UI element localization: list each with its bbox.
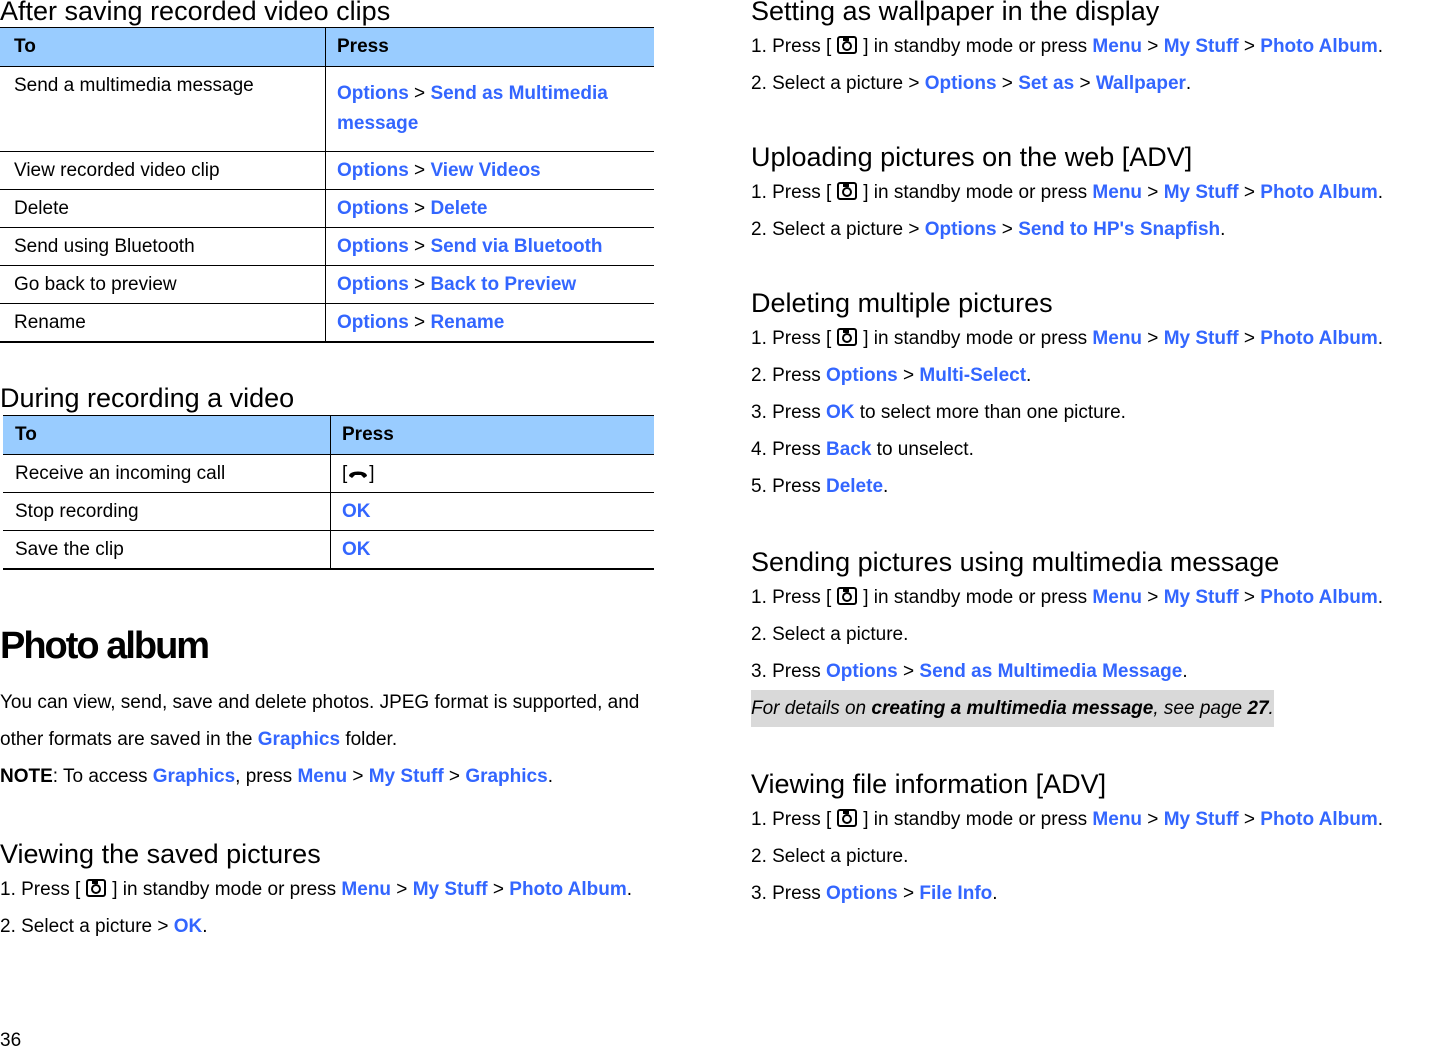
mystuff-label: My Stuff bbox=[1163, 809, 1239, 830]
options-label: Options bbox=[337, 197, 409, 219]
cell-press bbox=[331, 531, 655, 570]
note-line: NOTE: To access Graphics, press Menu > My Stuff > Graphics. bbox=[0, 766, 553, 787]
multiselect-label: Multi-Select bbox=[919, 365, 1027, 386]
text: 2. Select a picture > bbox=[0, 916, 174, 937]
cell-press: Options > View Videos bbox=[326, 152, 655, 190]
camera-key-icon bbox=[837, 36, 857, 54]
ok-label: OK bbox=[173, 916, 203, 937]
action-label: View Videos bbox=[430, 159, 541, 181]
note-label: NOTE bbox=[0, 766, 53, 787]
snapfish-label: Send to HP's Snapfish bbox=[1018, 219, 1221, 240]
step-1: 1. Press [ ] in standby mode or press Menu > My Stuff > Photo Album. bbox=[751, 587, 1384, 608]
section-title: During recording a video bbox=[0, 383, 295, 413]
camera-key-icon bbox=[837, 587, 857, 605]
table-row bbox=[3, 493, 654, 531]
section-title: Deleting multiple pictures bbox=[751, 288, 1053, 318]
text: ] in standby mode or press bbox=[863, 587, 1093, 608]
album-label: Photo Album bbox=[1260, 809, 1378, 830]
setas-label: Set as bbox=[1018, 73, 1075, 94]
back-label: Back bbox=[825, 439, 872, 460]
text: 2. Select a picture > bbox=[751, 219, 925, 240]
text: creating a multimedia message bbox=[871, 698, 1154, 719]
cell-to: Rename bbox=[0, 304, 326, 343]
section-title: Uploading pictures on the web [ADV] bbox=[751, 142, 1193, 172]
camera-key-icon bbox=[837, 328, 857, 346]
text: ] in standby mode or press bbox=[863, 36, 1093, 57]
text: 1. Press [ bbox=[751, 328, 832, 349]
section-title: Viewing the saved pictures bbox=[0, 839, 321, 869]
step-3: 3. Press Options > File Info. bbox=[751, 883, 998, 904]
step-1: 1. Press [ ] in standby mode or press Menu > My Stuff > Photo Album. bbox=[751, 182, 1384, 203]
menu-label: Menu bbox=[1092, 587, 1143, 608]
cell-to: Save the clip bbox=[3, 531, 331, 570]
mystuff-label: My Stuff bbox=[412, 879, 488, 900]
text: 2. Select a picture > bbox=[751, 73, 925, 94]
album-label: Photo Album bbox=[1260, 36, 1378, 57]
menu-label: Menu bbox=[297, 766, 348, 787]
after-saving-table bbox=[0, 27, 654, 343]
options-label: Options bbox=[825, 365, 898, 386]
text: 3. Press bbox=[751, 402, 826, 423]
step-1: 1. Press [ ] in standby mode or press Menu > My Stuff > Photo Album. bbox=[751, 328, 1384, 349]
options-label: Options bbox=[924, 73, 997, 94]
camera-key-icon bbox=[837, 182, 857, 200]
cell-to: Send a multimedia message bbox=[0, 67, 326, 152]
intro-line-2 bbox=[0, 721, 712, 758]
menu-label: Menu bbox=[341, 879, 392, 900]
text: to unselect. bbox=[871, 439, 974, 460]
cell-to: Delete bbox=[0, 190, 326, 228]
text: ] in standby mode or press bbox=[863, 328, 1093, 349]
col-header-press: Press bbox=[331, 416, 655, 455]
step-2: 2. Select a picture. bbox=[751, 624, 909, 645]
album-label: Photo Album bbox=[509, 879, 627, 900]
options-label: Options bbox=[337, 311, 409, 333]
text: 1. Press [ bbox=[751, 587, 832, 608]
table-row bbox=[0, 67, 654, 152]
text: 1. Press [ bbox=[751, 809, 832, 830]
ok-label: OK bbox=[825, 402, 855, 423]
table-row bbox=[3, 531, 654, 570]
intro-line-1: You can view, send, save and delete photos. JPEG format is supported, and bbox=[0, 692, 640, 713]
ok-label: OK bbox=[342, 538, 371, 560]
action-label: Delete bbox=[430, 197, 488, 219]
text: 2. Press bbox=[751, 365, 826, 386]
section-title: Sending pictures using multimedia message bbox=[751, 547, 1280, 577]
section-title: Viewing file information [ADV] bbox=[751, 769, 1107, 799]
text: other formats are saved in the bbox=[0, 729, 258, 750]
cell-to: Receive an incoming call bbox=[3, 455, 331, 493]
note-highlight: For details on creating a multimedia message, see page 27. bbox=[751, 690, 1274, 727]
text: to select more than one picture. bbox=[854, 402, 1126, 423]
page-ref: 27 bbox=[1247, 698, 1269, 719]
mystuff-label: My Stuff bbox=[1163, 36, 1239, 57]
text: 4. Press bbox=[751, 439, 826, 460]
menu-label: Menu bbox=[1092, 182, 1143, 203]
step-1: 1. Press [ ] in standby mode or press Menu > My Stuff > Photo Album. bbox=[0, 879, 633, 900]
step-2: 2. Press Options > Multi-Select. bbox=[751, 365, 1032, 386]
cross-reference-note bbox=[751, 690, 1450, 727]
action-label: Send via Bluetooth bbox=[430, 235, 603, 257]
table-header-row bbox=[3, 416, 654, 455]
left-column bbox=[0, 0, 712, 945]
options-label: Options bbox=[337, 235, 409, 257]
step-5: 5. Press Delete. bbox=[751, 476, 889, 497]
mystuff-label: My Stuff bbox=[368, 766, 444, 787]
action-label: Back to Preview bbox=[430, 273, 577, 295]
call-key-icon bbox=[347, 466, 369, 480]
cell-to: Go back to preview bbox=[0, 266, 326, 304]
col-header-to: To bbox=[0, 28, 326, 67]
action-label: Send as Multimedia bbox=[430, 83, 608, 104]
text: 1. Press [ bbox=[0, 879, 81, 900]
col-header-press: Press bbox=[326, 28, 655, 67]
camera-key-icon bbox=[86, 879, 106, 897]
ok-label: OK bbox=[342, 500, 371, 522]
step-3: 3. Press Options > Send as Multimedia Message. bbox=[751, 661, 1188, 682]
text: 5. Press bbox=[751, 476, 826, 497]
step-4 bbox=[751, 431, 1450, 468]
text: , press bbox=[235, 766, 298, 787]
step-3 bbox=[751, 394, 1450, 431]
table-row bbox=[0, 266, 654, 304]
step-2: 2. Select a picture > Options > Send to HP's Snapfish. bbox=[751, 219, 1226, 240]
table-row bbox=[3, 455, 654, 493]
menu-label: Menu bbox=[1092, 809, 1143, 830]
delete-label: Delete bbox=[825, 476, 884, 497]
options-label: Options bbox=[337, 273, 409, 295]
during-recording-table bbox=[3, 415, 654, 570]
cell-press: Options > Delete bbox=[326, 190, 655, 228]
graphics-label: Graphics bbox=[257, 729, 341, 750]
mystuff-label: My Stuff bbox=[1163, 587, 1239, 608]
graphics-label: Graphics bbox=[152, 766, 236, 787]
cell-to: View recorded video clip bbox=[0, 152, 326, 190]
col-header-to: To bbox=[3, 416, 331, 455]
step-1: 1. Press [ ] in standby mode or press Menu > My Stuff > Photo Album. bbox=[751, 809, 1384, 830]
menu-label: Menu bbox=[1092, 328, 1143, 349]
text: : To access bbox=[52, 766, 153, 787]
table-row bbox=[0, 190, 654, 228]
options-label: Options bbox=[825, 883, 898, 904]
step-2: 2. Select a picture. bbox=[751, 846, 909, 867]
text: ] in standby mode or press bbox=[863, 809, 1093, 830]
action-label: message bbox=[337, 113, 419, 134]
options-label: Options bbox=[337, 83, 409, 104]
text: ] in standby mode or press bbox=[112, 879, 342, 900]
album-label: Photo Album bbox=[1260, 587, 1378, 608]
options-label: Options bbox=[924, 219, 997, 240]
cell-press: Options > Send as Multimedia message bbox=[326, 67, 655, 152]
text: 1. Press [ bbox=[751, 36, 832, 57]
cell-press: Options > Send via Bluetooth bbox=[326, 228, 655, 266]
table-row bbox=[0, 152, 654, 190]
wallpaper-label: Wallpaper bbox=[1095, 73, 1186, 94]
cell-press: [ ] bbox=[331, 455, 655, 493]
album-label: Photo Album bbox=[1260, 182, 1378, 203]
step-2: 2. Select a picture > Options > Set as > Wallpaper. bbox=[751, 73, 1192, 94]
options-label: Options bbox=[337, 159, 409, 181]
cell-press: Options > Back to Preview bbox=[326, 266, 655, 304]
text: ] in standby mode or press bbox=[863, 182, 1093, 203]
text: 1. Press [ bbox=[751, 182, 832, 203]
menu-label: Menu bbox=[1092, 36, 1143, 57]
text: 3. Press bbox=[751, 661, 826, 682]
right-column bbox=[751, 0, 1450, 912]
send-mms-label: Send as Multimedia Message bbox=[919, 661, 1183, 682]
text: For details on bbox=[751, 698, 872, 719]
mystuff-label: My Stuff bbox=[1163, 182, 1239, 203]
photo-album-title: Photo album bbox=[0, 625, 209, 667]
camera-key-icon bbox=[837, 809, 857, 827]
page-number: 36 bbox=[0, 1030, 22, 1051]
mystuff-label: My Stuff bbox=[1163, 328, 1239, 349]
table-row bbox=[0, 304, 654, 343]
options-label: Options bbox=[825, 661, 898, 682]
text: folder. bbox=[340, 729, 398, 750]
step-2: 2. Select a picture > OK. bbox=[0, 916, 208, 937]
text: 3. Press bbox=[751, 883, 826, 904]
table-header-row bbox=[0, 28, 654, 67]
action-label: Rename bbox=[430, 311, 505, 333]
graphics-label: Graphics bbox=[465, 766, 548, 787]
fileinfo-label: File Info bbox=[919, 883, 993, 904]
cell-press bbox=[331, 493, 655, 531]
album-label: Photo Album bbox=[1260, 328, 1378, 349]
table-row bbox=[0, 228, 654, 266]
cell-press: Options > Rename bbox=[326, 304, 655, 343]
section-title: Setting as wallpaper in the display bbox=[751, 0, 1160, 26]
step-1: 1. Press [ ] in standby mode or press Menu > My Stuff > Photo Album. bbox=[751, 36, 1384, 57]
cell-to: Send using Bluetooth bbox=[0, 228, 326, 266]
section-title: After saving recorded video clips bbox=[0, 0, 391, 26]
text: , see page bbox=[1153, 698, 1248, 719]
cell-to: Stop recording bbox=[3, 493, 331, 531]
